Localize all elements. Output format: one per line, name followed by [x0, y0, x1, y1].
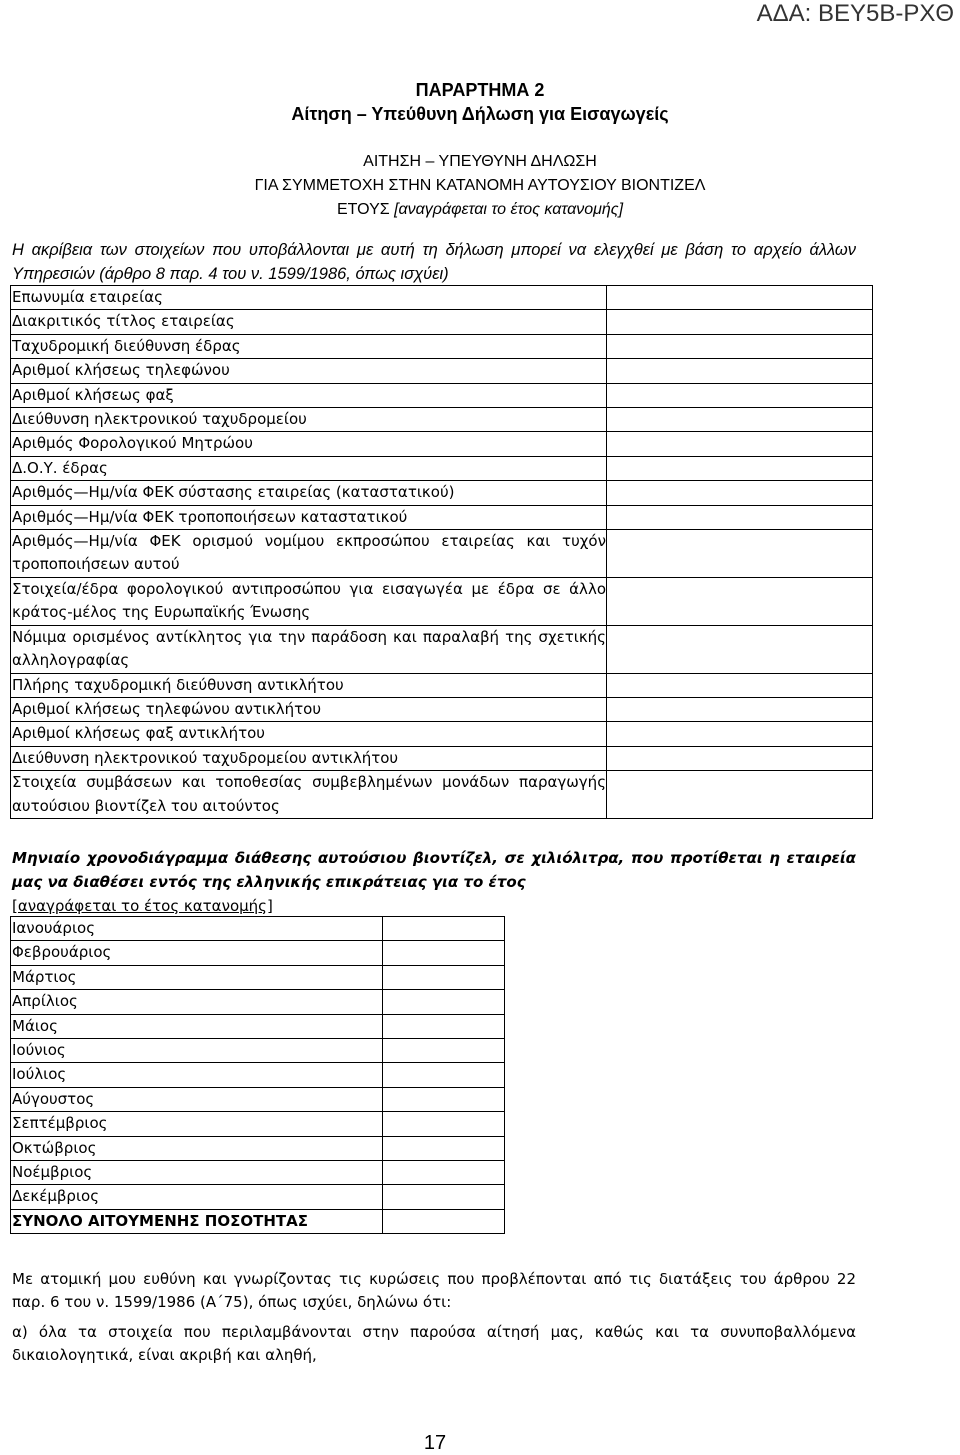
table-row	[11, 1039, 505, 1063]
month-quantity-cell[interactable]	[383, 1014, 505, 1038]
total-quantity-cell[interactable]	[383, 1209, 505, 1233]
month-quantity-cell[interactable]	[383, 965, 505, 989]
statement-paragraph-2: α) όλα τα στοιχεία που περιλαμβάνονται στην παρούσα αίτησή μας, καθώς και τα συνυποβαλλόμενα δικαιολογητικά, είναι ακριβή και αληθή,	[12, 1323, 856, 1364]
table-row	[11, 1014, 505, 1038]
field-label: Αριθμός Φορολογικού Μητρώου	[11, 432, 607, 456]
field-value-cell[interactable]	[607, 481, 873, 505]
field-label: Διεύθυνση ηλεκτρονικού ταχυδρομείου	[11, 408, 607, 432]
form-title-year-note: [αναγράφεται το έτος κατανομής]	[394, 201, 624, 218]
field-value-cell[interactable]	[607, 286, 873, 310]
month-label: Νοέμβριος	[11, 1161, 383, 1185]
total-row	[11, 1209, 505, 1233]
table-row	[11, 697, 873, 721]
field-label: Αριθμός—Ημ/νία ΦΕΚ τροποποιήσεων καταστατικού	[11, 505, 607, 529]
statement-paragraph-1: Με ατομική μου ευθύνη και γνωρίζοντας τις κυρώσεις που προβλέπονται από τις διατάξεις του άρθρου 22 παρ. 6 του ν. 1599/1986 (Α΄75), όπως ισχύει, δηλώνω ότι:	[12, 1270, 856, 1311]
table-row	[11, 1161, 505, 1185]
table-row	[11, 746, 873, 770]
form-title-line-3	[0, 198, 960, 222]
field-value-cell[interactable]	[607, 505, 873, 529]
field-label: Ταχυδρομική διεύθυνση έδρας	[11, 334, 607, 358]
schedule-year-note: [αναγράφεται το έτος κατανομής]	[12, 897, 273, 915]
table-row	[11, 625, 873, 673]
month-quantity-cell[interactable]	[383, 1136, 505, 1160]
month-quantity-cell[interactable]	[383, 941, 505, 965]
intro-paragraph: Η ακρίβεια των στοιχείων που υποβάλλονται με αυτή τη δήλωση μπορεί να ελεγχθεί με βάση το αρχείο άλλων Υπηρεσιών (άρθρο 8 παρ. 4 του ν. 1599/1986, όπως ισχύει)	[12, 241, 856, 283]
table-row	[11, 1063, 505, 1087]
field-value-cell[interactable]	[607, 359, 873, 383]
field-value-cell[interactable]	[607, 432, 873, 456]
field-label: Αριθμός—Ημ/νία ΦΕΚ ορισμού νομίμου εκπροσώπου εταιρείας και τυχόν τροποποιήσεων αυτού	[11, 530, 607, 578]
table-row	[11, 310, 873, 334]
field-label: Αριθμός—Ημ/νία ΦΕΚ σύστασης εταιρείας (καταστατικού)	[11, 481, 607, 505]
field-value-cell[interactable]	[607, 334, 873, 358]
table-row	[11, 334, 873, 358]
table-row	[11, 722, 873, 746]
table-row	[11, 941, 505, 965]
field-value-cell[interactable]	[607, 408, 873, 432]
table-row	[11, 1112, 505, 1136]
month-quantity-cell[interactable]	[383, 1039, 505, 1063]
ada-code: ΑΔΑ: ΒΕΥ5Β-ΡΧΘ	[756, 0, 954, 27]
monthly-schedule-table	[10, 916, 505, 1234]
field-label: Στοιχεία/έδρα φορολογικού αντιπροσώπου για εισαγωγέα με έδρα σε άλλο κράτος-μέλος της Ευρωπαϊκής Ένωσης	[11, 577, 607, 625]
month-label: Αύγουστος	[11, 1087, 383, 1111]
page-number: 17	[423, 1432, 447, 1454]
month-label: Δεκέμβριος	[11, 1185, 383, 1209]
table-row	[11, 577, 873, 625]
field-value-cell[interactable]	[607, 577, 873, 625]
field-label: Διακριτικός τίτλος εταιρείας	[11, 310, 607, 334]
table-row	[11, 965, 505, 989]
month-label: Σεπτέμβριος	[11, 1112, 383, 1136]
month-label: Οκτώβριος	[11, 1136, 383, 1160]
field-label: Δ.Ο.Υ. έδρας	[11, 456, 607, 480]
annex-subtitle: Αίτηση – Υπεύθυνη Δήλωση για Εισαγωγείς	[291, 104, 669, 124]
annex-title: ΠΑΡΑΡΤΗΜΑ 2	[415, 80, 545, 100]
month-label: Ιούλιος	[11, 1063, 383, 1087]
field-value-cell[interactable]	[607, 746, 873, 770]
field-label: Επωνυμία εταιρείας	[11, 286, 607, 310]
table-row	[11, 456, 873, 480]
month-label: Μάρτιος	[11, 965, 383, 989]
field-value-cell[interactable]	[607, 771, 873, 819]
month-label: Ιανουάριος	[11, 917, 383, 941]
field-value-cell[interactable]	[607, 383, 873, 407]
field-value-cell[interactable]	[607, 310, 873, 334]
schedule-heading-block	[12, 846, 856, 918]
month-quantity-cell[interactable]	[383, 1087, 505, 1111]
table-row	[11, 481, 873, 505]
month-label: Φεβρουάριος	[11, 941, 383, 965]
total-label: ΣΥΝΟΛΟ ΑΙΤΟΥΜΕΝΗΣ ΠΟΣΟΤΗΤΑΣ	[11, 1209, 383, 1233]
month-quantity-cell[interactable]	[383, 1185, 505, 1209]
month-quantity-cell[interactable]	[383, 1063, 505, 1087]
field-label: Αριθμοί κλήσεως τηλεφώνου αντικλήτου	[11, 697, 607, 721]
form-title-line-1: ΑΙΤΗΣΗ – ΥΠΕΥΘΥΝΗ ΔΗΛΩΣΗ	[363, 153, 597, 170]
table-row	[11, 505, 873, 529]
table-row	[11, 771, 873, 819]
field-label: Διεύθυνση ηλεκτρονικού ταχυδρομείου αντικλήτου	[11, 746, 607, 770]
field-label: Αριθμοί κλήσεως φαξ αντικλήτου	[11, 722, 607, 746]
month-quantity-cell[interactable]	[383, 990, 505, 1014]
company-details-table	[10, 285, 873, 819]
form-title-year-prefix: ΕΤΟΥΣ	[336, 201, 395, 218]
field-label: Στοιχεία συμβάσεων και τοποθεσίας συμβεβλημένων μονάδων παραγωγής αυτούσιου βιοντίζελ του αιτούντος	[11, 771, 607, 819]
field-value-cell[interactable]	[607, 625, 873, 673]
table-row	[11, 673, 873, 697]
table-row	[11, 359, 873, 383]
field-label: Αριθμοί κλήσεως φαξ	[11, 383, 607, 407]
month-label: Ιούνιος	[11, 1039, 383, 1063]
field-label: Πλήρης ταχυδρομική διεύθυνση αντικλήτου	[11, 673, 607, 697]
table-row	[11, 530, 873, 578]
month-label: Απρίλιος	[11, 990, 383, 1014]
field-label: Αριθμοί κλήσεως τηλεφώνου	[11, 359, 607, 383]
field-value-cell[interactable]	[607, 456, 873, 480]
table-row	[11, 432, 873, 456]
table-row	[11, 383, 873, 407]
field-label: Νόμιμα ορισμένος αντίκλητος για την παράδοση και παραλαβή της σχετικής αλληλογραφίας	[11, 625, 607, 673]
table-row	[11, 990, 505, 1014]
month-quantity-cell[interactable]	[383, 917, 505, 941]
table-row	[11, 917, 505, 941]
field-value-cell[interactable]	[607, 697, 873, 721]
month-label: Μάιος	[11, 1014, 383, 1038]
form-title-line-2: ΓΙΑ ΣΥΜΜΕΤΟΧΗ ΣΤΗΝ ΚΑΤΑΝΟΜΗ ΑΥΤΟΥΣΙΟΥ ΒΙΟΝΤΙΖΕΛ	[254, 177, 706, 194]
table-row	[11, 408, 873, 432]
table-row	[11, 1136, 505, 1160]
field-value-cell[interactable]	[607, 673, 873, 697]
month-quantity-cell[interactable]	[383, 1112, 505, 1136]
table-row	[11, 286, 873, 310]
schedule-heading: Μηνιαίο χρονοδιάγραμμα διάθεσης αυτούσιου βιοντίζελ, σε χιλιόλιτρα, που προτίθεται η εταιρεία μας να διαθέσει εντός της ελληνικής επικράτειας για το έτος	[12, 849, 856, 891]
field-value-cell[interactable]	[607, 722, 873, 746]
month-quantity-cell[interactable]	[383, 1161, 505, 1185]
table-row	[11, 1087, 505, 1111]
table-row	[11, 1185, 505, 1209]
field-value-cell[interactable]	[607, 530, 873, 578]
